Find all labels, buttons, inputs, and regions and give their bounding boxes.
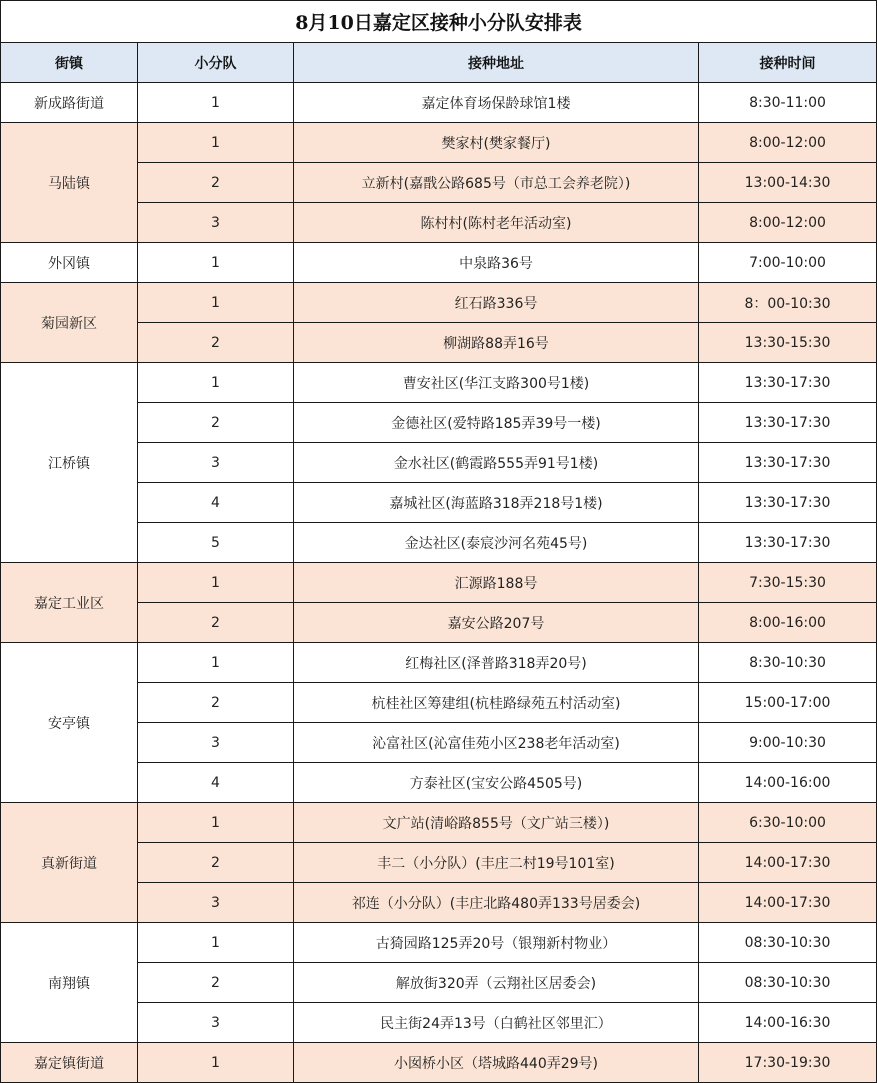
table-row <box>1 243 877 283</box>
time-cell: 08:30-10:30 <box>699 963 877 1003</box>
team-cell: 2 <box>138 843 294 883</box>
team-cell: 1 <box>138 83 294 123</box>
team-cell: 2 <box>138 403 294 443</box>
time-cell: 8:30-11:00 <box>699 83 877 123</box>
team-cell: 4 <box>138 483 294 523</box>
header-team: 小分队 <box>138 43 294 83</box>
team-cell: 1 <box>138 923 294 963</box>
time-cell: 13:30-17:30 <box>699 483 877 523</box>
address-cell: 金达社区(泰宸沙河名苑45号) <box>294 523 699 563</box>
team-cell: 2 <box>138 603 294 643</box>
time-cell: 8：00-10:30 <box>699 283 877 323</box>
table-row <box>1 923 877 963</box>
address-cell: 古猗园路125弄20号（银翔新村物业） <box>294 923 699 963</box>
table-title: 8月10日嘉定区接种小分队安排表 <box>1 1 877 43</box>
table-row <box>1 1043 877 1083</box>
time-cell: 7:30-15:30 <box>699 563 877 603</box>
table-row <box>1 283 877 323</box>
address-cell: 柳湖路88弄16号 <box>294 323 699 363</box>
team-cell: 4 <box>138 763 294 803</box>
address-cell: 嘉安公路207号 <box>294 603 699 643</box>
address-cell: 沁富社区(沁富佳苑小区238老年活动室) <box>294 723 699 763</box>
team-cell: 1 <box>138 123 294 163</box>
time-cell: 13:30-17:30 <box>699 363 877 403</box>
town-cell: 真新街道 <box>1 803 138 923</box>
address-cell: 中泉路36号 <box>294 243 699 283</box>
time-cell: 13:30-17:30 <box>699 403 877 443</box>
address-cell: 金德社区(爱特路185弄39号一楼) <box>294 403 699 443</box>
table-row <box>1 563 877 603</box>
address-cell: 小囡桥小区（塔城路440弄29号) <box>294 1043 699 1083</box>
address-cell: 嘉城社区(海蓝路318弄218号1楼) <box>294 483 699 523</box>
time-cell: 8:30-10:30 <box>699 643 877 683</box>
team-cell: 3 <box>138 723 294 763</box>
team-cell: 3 <box>138 883 294 923</box>
address-cell: 杭桂社区筹建组(杭桂路绿苑五村活动室) <box>294 683 699 723</box>
team-cell: 3 <box>138 203 294 243</box>
time-cell: 15:00-17:00 <box>699 683 877 723</box>
address-cell: 樊家村(樊家餐厅) <box>294 123 699 163</box>
team-cell: 2 <box>138 963 294 1003</box>
town-cell: 南翔镇 <box>1 923 138 1043</box>
address-cell: 祁连（小分队）(丰庄北路480弄133号居委会) <box>294 883 699 923</box>
header-address: 接种地址 <box>294 43 699 83</box>
team-cell: 5 <box>138 523 294 563</box>
time-cell: 7:00-10:00 <box>699 243 877 283</box>
town-cell: 菊园新区 <box>1 283 138 363</box>
address-cell: 民主街24弄13号（白鹤社区邻里汇） <box>294 1003 699 1043</box>
address-cell: 金水社区(鹤霞路555弄91号1楼) <box>294 443 699 483</box>
address-cell: 文广站(清峪路855号（文广站三楼）) <box>294 803 699 843</box>
time-cell: 13:30-17:30 <box>699 443 877 483</box>
address-cell: 汇源路188号 <box>294 563 699 603</box>
town-cell: 马陆镇 <box>1 123 138 243</box>
time-cell: 14:00-16:00 <box>699 763 877 803</box>
address-cell: 陈村村(陈村老年活动室) <box>294 203 699 243</box>
time-cell: 13:00-14:30 <box>699 163 877 203</box>
town-cell: 江桥镇 <box>1 363 138 563</box>
time-cell: 8:00-12:00 <box>699 123 877 163</box>
time-cell: 8:00-12:00 <box>699 203 877 243</box>
address-cell: 曹安社区(华江支路300号1楼) <box>294 363 699 403</box>
header-town: 街镇 <box>1 43 138 83</box>
team-cell: 3 <box>138 1003 294 1043</box>
address-cell: 红梅社区(泽普路318弄20号) <box>294 643 699 683</box>
time-cell: 17:30-19:30 <box>699 1043 877 1083</box>
time-cell: 6:30-10:00 <box>699 803 877 843</box>
team-cell: 2 <box>138 163 294 203</box>
team-cell: 3 <box>138 443 294 483</box>
time-cell: 9:00-10:30 <box>699 723 877 763</box>
team-cell: 1 <box>138 363 294 403</box>
town-cell: 嘉定工业区 <box>1 563 138 643</box>
address-cell: 丰二（小分队）(丰庄二村19号101室) <box>294 843 699 883</box>
team-cell: 1 <box>138 803 294 843</box>
time-cell: 13:30-15:30 <box>699 323 877 363</box>
time-cell: 14:00-16:30 <box>699 1003 877 1043</box>
time-cell: 8:00-16:00 <box>699 603 877 643</box>
town-cell: 外冈镇 <box>1 243 138 283</box>
address-cell: 立新村(嘉戬公路685号（市总工会养老院）) <box>294 163 699 203</box>
table-row <box>1 83 877 123</box>
time-cell: 08:30-10:30 <box>699 923 877 963</box>
time-cell: 13:30-17:30 <box>699 523 877 563</box>
table-row <box>1 803 877 843</box>
town-cell: 嘉定镇街道 <box>1 1043 138 1083</box>
town-cell: 安亭镇 <box>1 643 138 803</box>
team-cell: 1 <box>138 643 294 683</box>
time-cell: 14:00-17:30 <box>699 883 877 923</box>
team-cell: 2 <box>138 683 294 723</box>
address-cell: 解放街320弄（云翔社区居委会) <box>294 963 699 1003</box>
table-row <box>1 363 877 403</box>
team-cell: 1 <box>138 283 294 323</box>
team-cell: 1 <box>138 243 294 283</box>
address-cell: 红石路336号 <box>294 283 699 323</box>
table-row <box>1 123 877 163</box>
team-cell: 1 <box>138 563 294 603</box>
table-body <box>1 83 877 1083</box>
table-row <box>1 643 877 683</box>
address-cell: 方泰社区(宝安公路4505号) <box>294 763 699 803</box>
town-cell: 新成路街道 <box>1 83 138 123</box>
time-cell: 14:00-17:30 <box>699 843 877 883</box>
address-cell: 嘉定体育场保龄球馆1楼 <box>294 83 699 123</box>
team-cell: 2 <box>138 323 294 363</box>
team-cell: 1 <box>138 1043 294 1083</box>
header-time: 接种时间 <box>699 43 877 83</box>
